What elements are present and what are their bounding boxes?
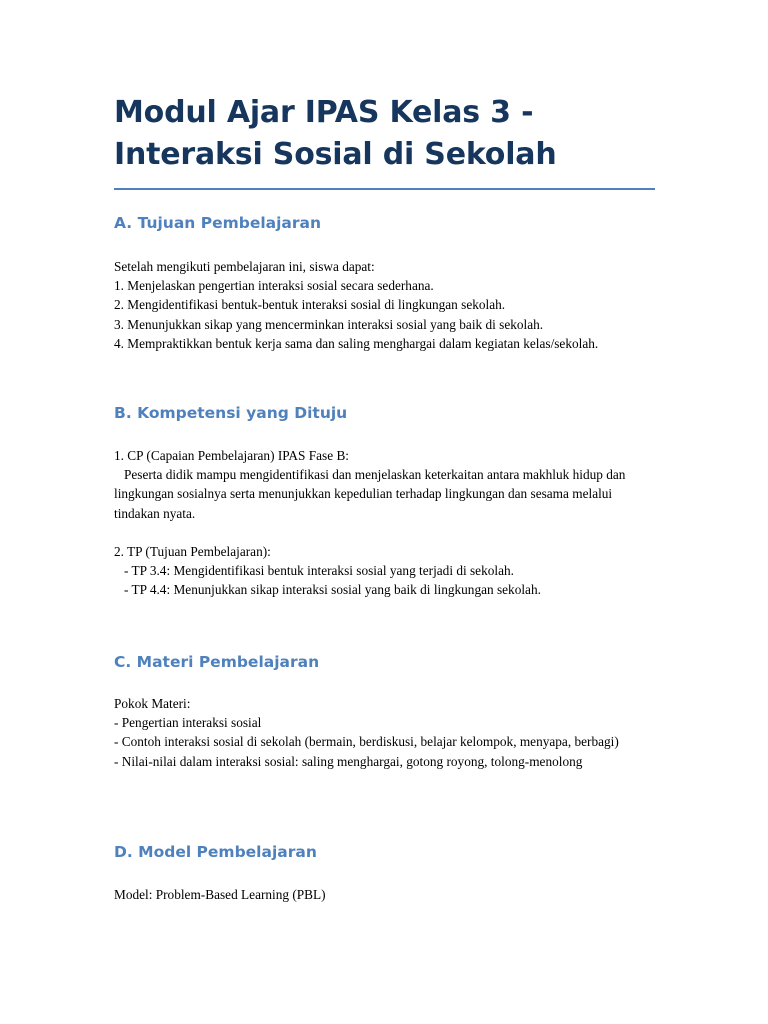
list-item: - Nilai-nilai dalam interaksi sosial: saling menghargai, gotong royong, tolong-menolong xyxy=(114,753,583,769)
cp-label: 1. CP (Capaian Pembelajaran) IPAS Fase B: xyxy=(114,448,350,463)
model-text: Model: Problem-Based Learning (PBL) xyxy=(114,887,326,902)
section-d-heading: D. Model Pembelajaran xyxy=(114,843,317,861)
section-c-body xyxy=(114,694,654,771)
list-item: 1. Menjelaskan pengertian interaksi sosial secara sederhana. xyxy=(114,278,434,294)
list-item: - Contoh interaksi sosial di sekolah (bermain, berdiskusi, belajar kelompok, menyapa, berbagi) xyxy=(114,734,619,750)
tp-label: 2. TP (Tujuan Pembelajaran): xyxy=(114,544,271,559)
list-item: 2. Mengidentifikasi bentuk-bentuk interaksi sosial di lingkungan sekolah. xyxy=(114,297,506,313)
cp-description: Peserta didik mampu mengidentifikasi dan menjelaskan keterkaitan antara makhluk hidup dan lingkungan sosialnya serta menunjukkan kepedulian terhadap lingkungan dan sesama melalui tindakan nyata. xyxy=(114,467,629,521)
section-a-body xyxy=(114,257,598,353)
section-a-intro: Setelah mengikuti pembelajaran ini, siswa dapat: xyxy=(114,259,375,274)
section-c-heading: C. Materi Pembelajaran xyxy=(114,653,320,671)
list-item: - Pengertian interaksi sosial xyxy=(114,715,262,731)
title-underline xyxy=(114,188,655,190)
section-b-heading: B. Kompetensi yang Dituju xyxy=(114,404,348,422)
section-b-body xyxy=(114,446,654,600)
section-c-intro: Pokok Materi: xyxy=(114,696,191,711)
list-item: 4. Mempraktikkan bentuk kerja sama dan saling menghargai dalam kegiatan kelas/sekolah. xyxy=(114,335,599,351)
document-title: Modul Ajar IPAS Kelas 3 - Interaksi Sosial di Sekolah xyxy=(114,95,557,172)
section-d-body xyxy=(114,885,326,904)
list-item: - TP 4.4: Menunjukkan sikap interaksi sosial yang baik di lingkungan sekolah. xyxy=(114,582,541,598)
list-item: - TP 3.4: Mengidentifikasi bentuk interaksi sosial yang terjadi di sekolah. xyxy=(114,563,514,579)
document-page xyxy=(114,92,656,902)
section-a-heading: A. Tujuan Pembelajaran xyxy=(114,214,322,232)
paragraph-gap xyxy=(114,523,654,542)
list-item: 3. Menunjukkan sikap yang mencerminkan interaksi sosial yang baik di sekolah. xyxy=(114,316,544,332)
